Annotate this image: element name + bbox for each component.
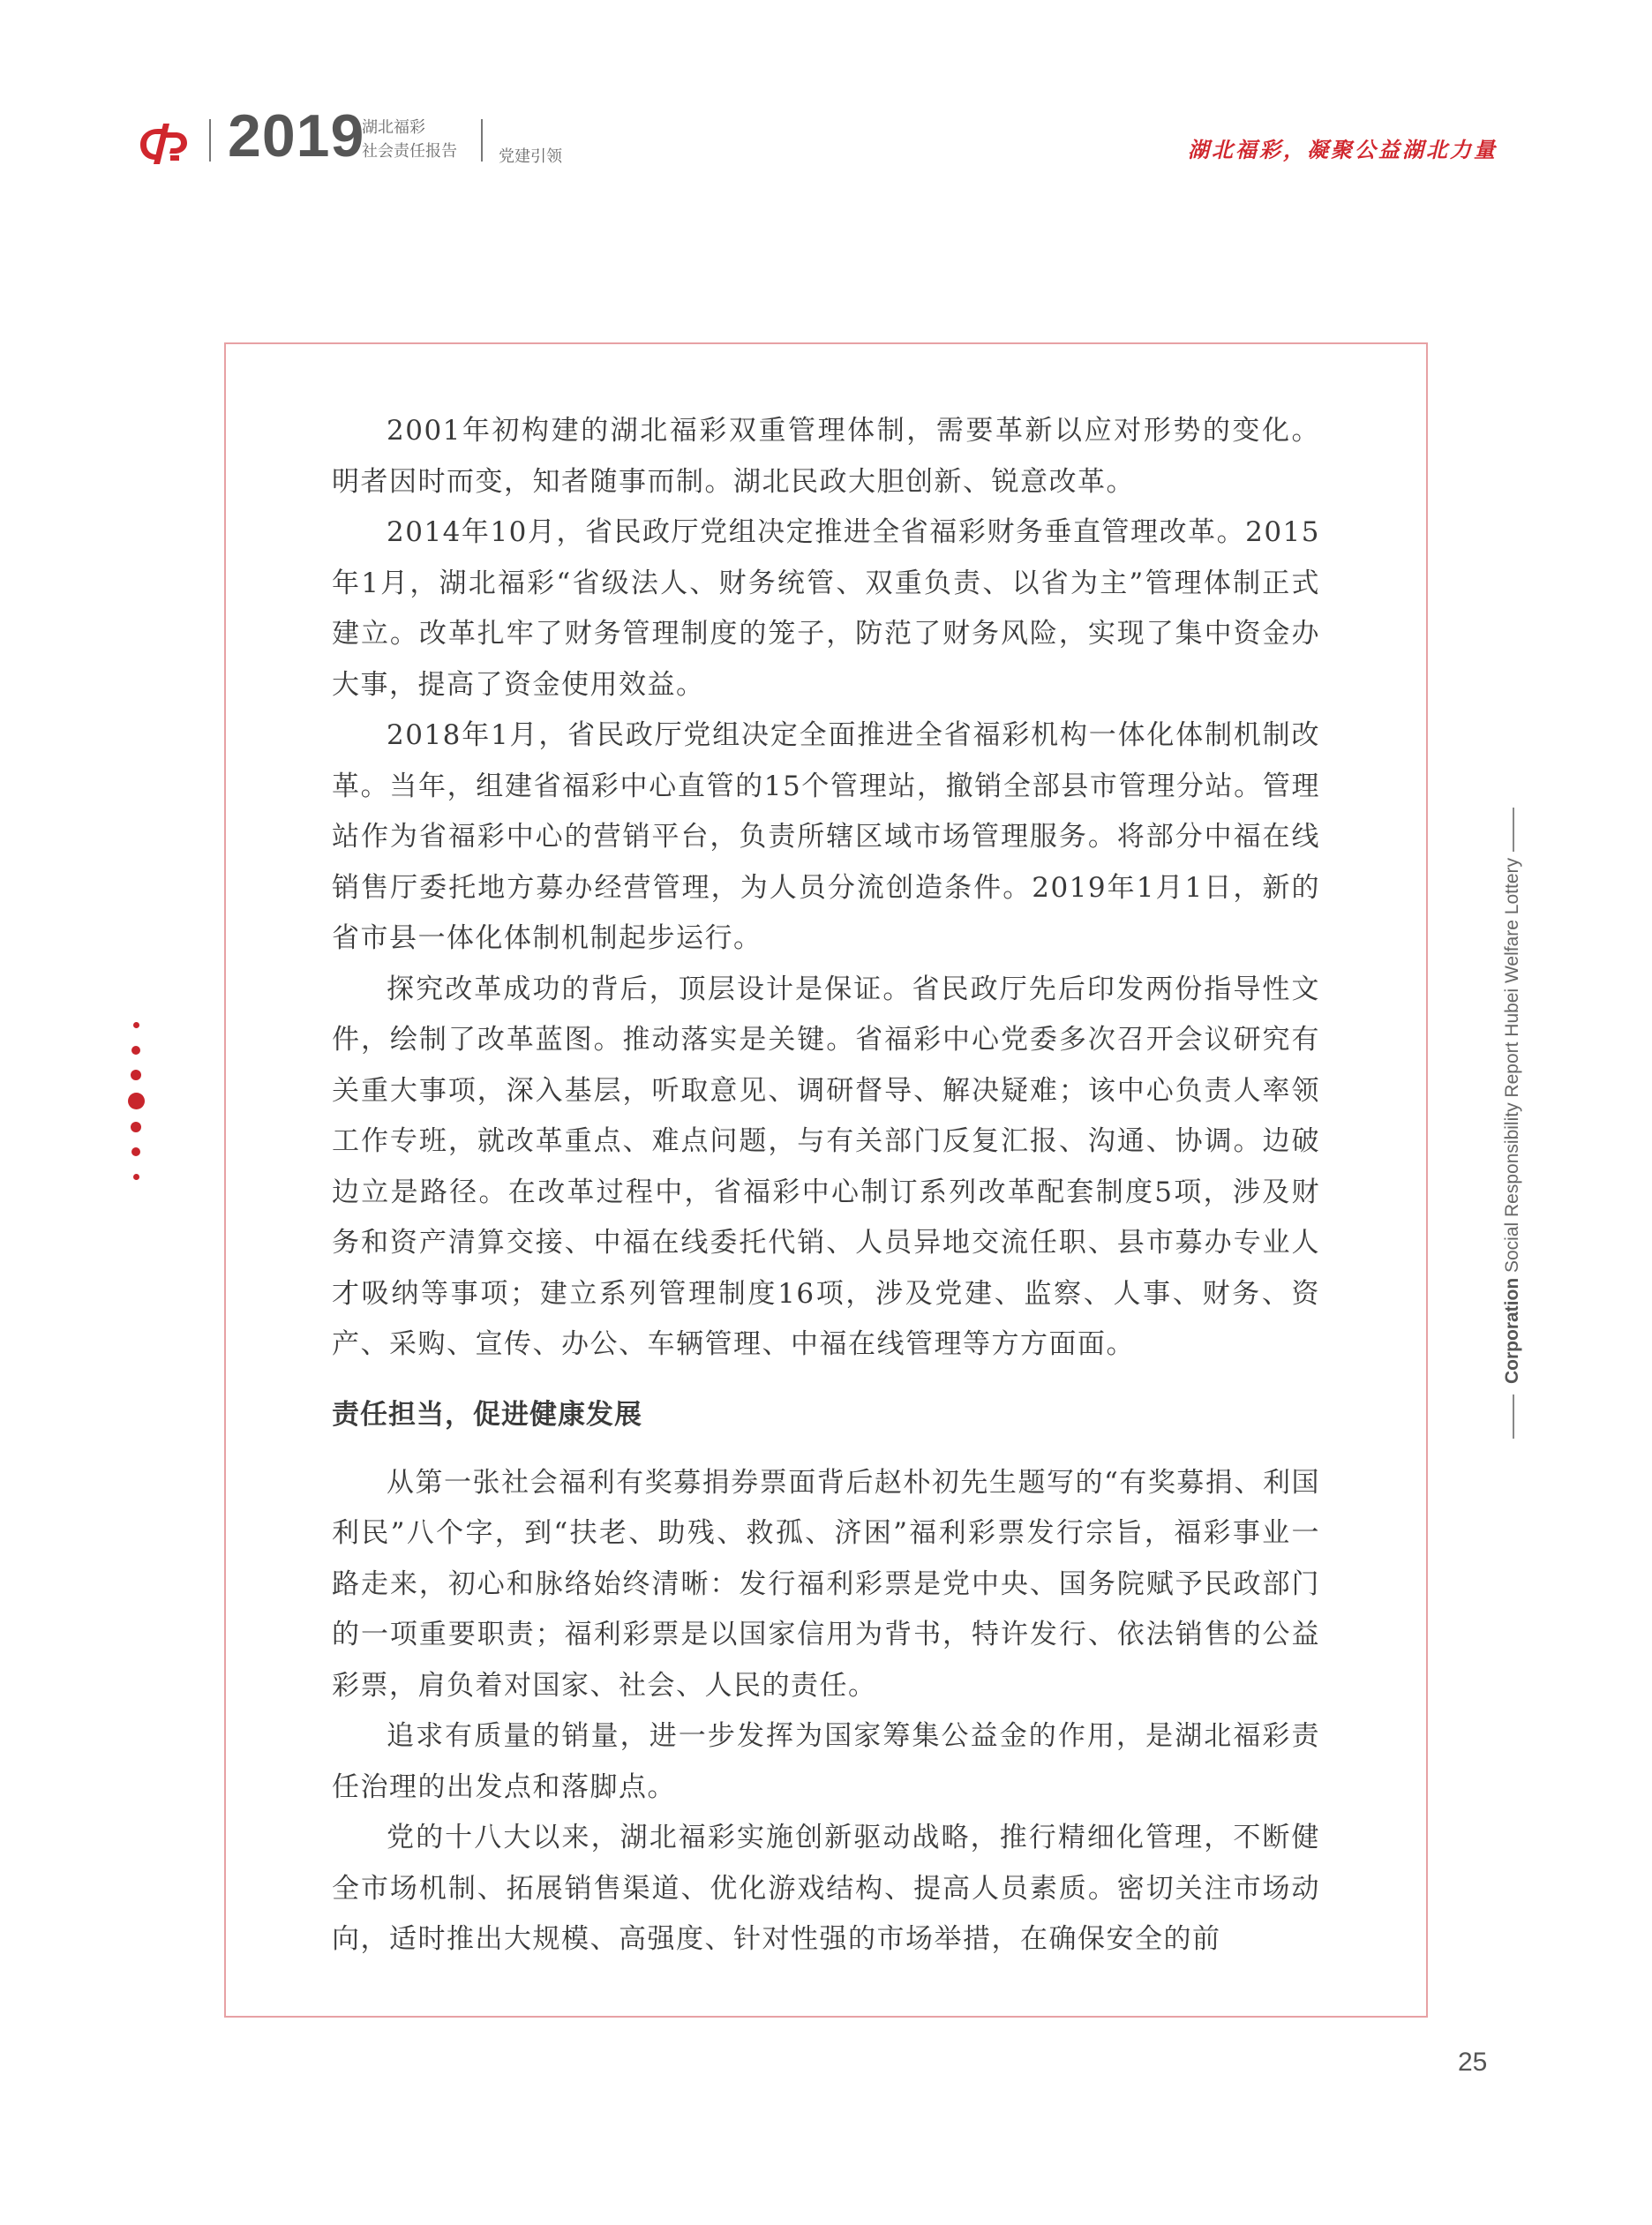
paragraph: 追求有质量的销量，进一步发挥为国家筹集公益金的作用，是湖北福彩责任治理的出发点和落脚点。 [332,1720,1320,1803]
welfare-lottery-logo-icon [137,122,190,166]
paragraph: 2014年10月，省民政厅党组决定推进全省福彩财务垂直管理改革。2015年1月，湖北福彩“省级法人、财务统管、双重负责、以省为主”管理体制正式建立。改革扎牢了财务管理制度的笼子，防范了财务风险，实现了集中资金办大事，提高了资金使用效益。 [332,516,1320,701]
side-label-bold: Corporation [1502,1277,1522,1384]
side-rule-top [1513,808,1514,852]
side-label-rest: Social Responsibility Report Hubei Welfare Lottery [1502,858,1522,1278]
paragraph: 2018年1月，省民政厅党组决定全面推进全省福彩机构一体化体制机制改革。当年，组建省福彩中心直管的15个管理站，撤销全部县市管理分站。管理站作为省福彩中心的营销平台，负责所辖区域市场管理服务。将部分中福在线销售厅委托地方募办经营管理，为人员分流创造条件。2019年1月1日，新的省市县一体化体制机制起步运行。 [332,719,1320,954]
article-body [332,406,1320,1966]
decorative-dots [127,1022,145,1180]
paragraph: 探究改革成功的背后，顶层设计是保证。省民政厅先后印发两份指导性文件，绘制了改革蓝图。推动落实是关键。省福彩中心党委多次召开会议研究有关重大事项，深入基层，听取意见、调研督导、解决疑难；该中心负责人率领工作专班，就改革重点、难点问题，与有关部门反复汇报、沟通、协调。边破边立是路径。在改革过程中，省福彩中心制订系列改革配套制度5项，涉及财务和资产清算交接、中福在线委托代销、人员异地交流任职、县市募办专业人才吸纳等事项；建立系列管理制度16项，涉及党建、监察、人事、财务、资产、采购、宣传、办公、车辆管理、中福在线管理等方方面面。 [332,973,1320,1360]
report-year: 2019 [228,102,365,169]
header-slogan: 湖北福彩，凝聚公益湖北力量 [1188,138,1498,162]
header-divider-2 [481,119,483,162]
paragraph: 党的十八大以来，湖北福彩实施创新驱动战略，推行精细化管理，不断健全市场机制、拓展销售渠道、优化游戏结构、提高人员素质。密切关注市场动向，适时推出大规模、高强度、针对性强的市场举措，在确保安全的前 [332,1822,1320,1955]
paragraph: 从第一张社会福利有奖募捐券票面背后赵朴初先生题写的“有奖募捐、利国利民”八个字，到“扶老、助残、救孤、济困”福利彩票发行宗旨，福彩事业一路走来，初心和脉络始终清晰：发行福利彩票是党中央、国务院赋予民政部门的一项重要职责；福利彩票是以国家信用为背书，特许发行、依法销售的公益彩票，肩负着对国家、社会、人民的责任。 [332,1466,1320,1702]
page-number: 25 [1458,2048,1488,2077]
section-heading: 责任担当，促进健康发展 [332,1398,642,1431]
section-label: 党建引领 [499,147,562,166]
side-report-label [1502,858,1523,1384]
report-title-line2: 社会责任报告 [362,142,457,161]
side-rule-bottom [1513,1394,1514,1439]
report-title-line1: 湖北福彩 [362,118,425,137]
paragraph: 2001年初构建的湖北福彩双重管理体制，需要革新以应对形势的变化。明者因时而变，知者随事而制。湖北民政大胆创新、锐意改革。 [332,415,1320,498]
header-divider [209,119,211,162]
